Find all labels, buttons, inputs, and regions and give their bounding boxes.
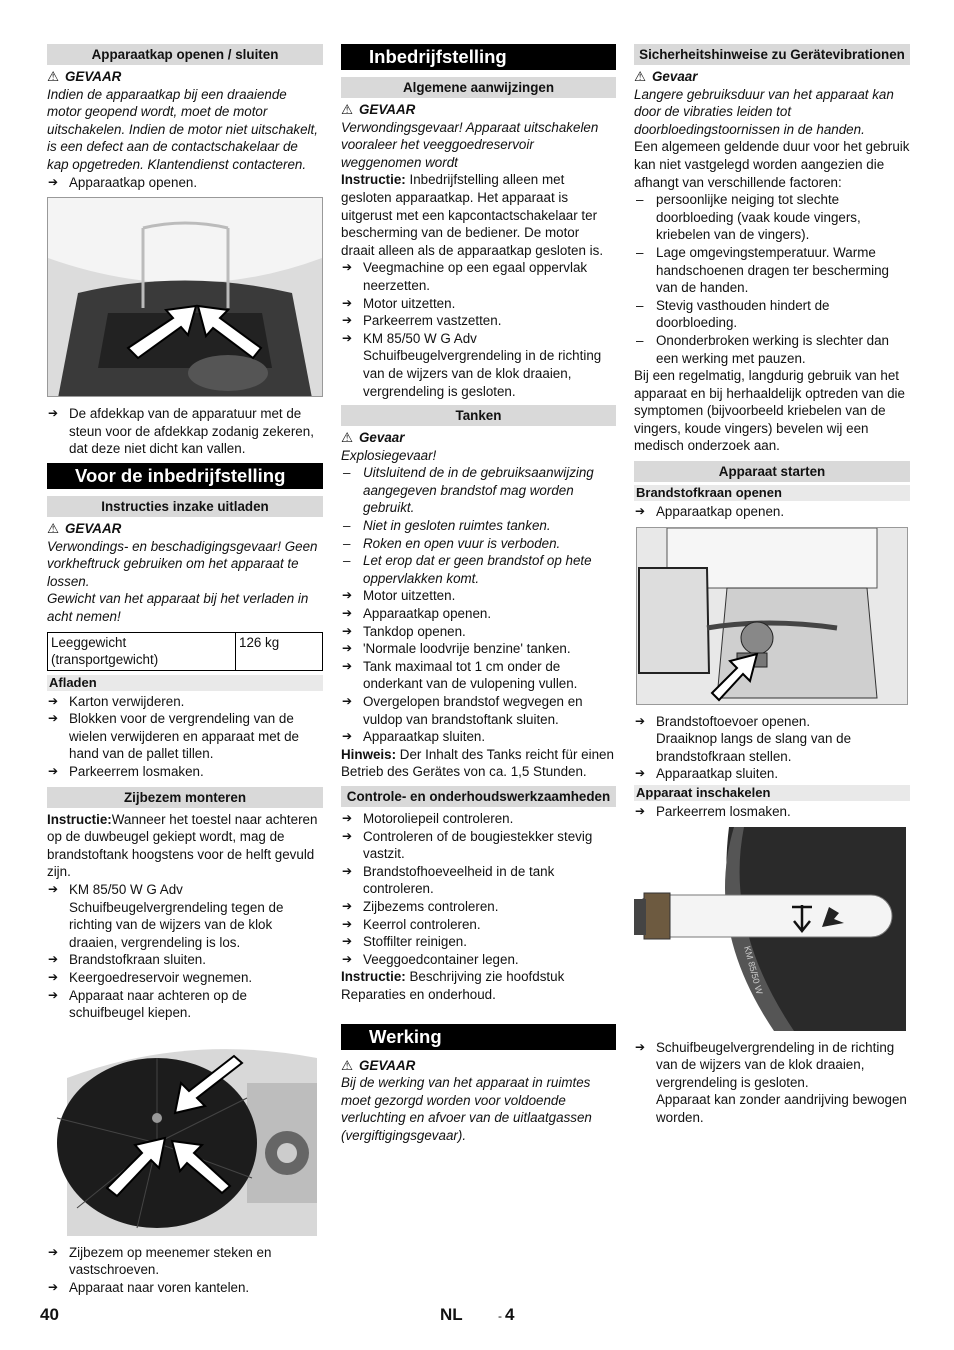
step-item: ➔ Karton verwijderen. [47,693,323,711]
warning-icon: ⚠ [341,1057,354,1073]
step-item: ➔ Tankdop openen. [341,623,616,641]
step-item: ➔ Zijbezem op meenemer steken en vastschroeven. [47,1244,323,1279]
language-code: NL [440,1305,463,1324]
warning-label: ⚠ GEVAAR [47,520,122,536]
list-item: – Lage omgevingstemperatuur. Warme handschoenen dragen ter bescherming van de handen. [634,244,910,297]
step-list [341,587,616,745]
section-title-start: Apparaat starten [634,461,910,482]
spec-table [47,632,323,671]
section-title-hood: Apparaatkap openen / sluiten [47,44,323,65]
step-list [47,1244,323,1297]
warning-icon: ⚠ [47,69,60,84]
step-item: ➔ Motoroliepeil controleren. [341,810,616,828]
step-list [634,503,910,521]
photo-open-hood [47,197,323,397]
step-list [341,259,616,400]
photo-side-broom [47,1038,323,1236]
photo-fuel-tap [636,527,908,705]
step-item: ➔ KM 85/50 W G Adv Schuifbeugelvergrendeling tegen de richting van de wijzers van de klok draaien, vergrendeling is los. [47,881,323,951]
warning-text: Indien de apparaatkap bij een draaiende motor geopend wordt, moet de motor uitschakelen. Indien de motor niet uitschakelt, is een defect aan de contactschakelaar de kap opgetreden. Klantendienst contacteren. [47,86,318,172]
chapter-title-startup: Inbedrijfstelling [341,44,616,70]
instruction-text: Instructie: Beschrijving zie hoofdstuk Reparaties en onderhoud. [341,969,565,1002]
step-item: ➔ Brandstofkraan sluiten. [47,951,323,969]
step-item: ➔ Parkeerrem losmaken. [47,763,323,781]
step-item: ➔ Apparaatkap openen. [341,605,616,623]
section-title-vibrations: Sicherheitshinweise zu Gerätevibrationen [634,44,910,65]
warning-label: ⚠ GEVAAR [341,102,416,117]
photo-label: KM 85/50 W [742,944,765,995]
warning-label: ⚠ Gevaar [634,69,698,84]
column-right [634,44,910,1127]
step-list [47,174,323,192]
list-item: – Niet in gesloten ruimtes tanken. [341,517,616,535]
step-item: ➔ Veeggoedcontainer legen. [341,951,616,969]
warning-label: ⚠ Gevaar [341,430,405,446]
step-item: ➔ Motor uitzetten. [341,295,616,313]
step-item: ➔ Blokken voor de vergrendeling van de wielen verwijderen en apparaat met de hand van de pallet tillen. [47,710,323,763]
step-list [47,405,323,458]
subsection-title-switch-on: Apparaat inschakelen [634,785,910,801]
section-title-unloading: Instructies inzake uitladen [47,496,323,517]
body-text: Bij een regelmatig, langdurig gebruik van het apparaat en bij herhaaldelijk optreden van die symptomen (bijvoorbeeld kriebelen van de vingers, koude vingers) bevelen wij een medisch onderzoek aan. [634,368,905,454]
step-item: ➔ Controleren of de bougiestekker stevig vastzit. [341,828,616,863]
list-item: – Uitsluitend de in de gebruiksaanwijzing aangegeven brandstof mag worden gebruikt. [341,464,616,517]
section-title-side-broom: Zijbezem monteren [47,787,323,808]
warning-text: Verwondingsgevaar! Apparaat uitschakelen vooraleer het veeggoedreservoir weggenomen wordt [341,119,599,170]
step-item: ➔ Overgelopen brandstof wegvegen en vuldop van brandstoftank sluiten. [341,693,616,728]
step-item: ➔ KM 85/50 W G Adv Schuifbeugelvergrendeling in de richting van de wijzers van de klok draaien, vergrendeling is gesloten. [341,330,616,400]
chapter-title-before-start: Voor de inbedrijfstelling [47,463,323,489]
step-item: ➔ Brandstofhoeveelheid in de tank controleren. [341,863,616,898]
warning-icon: ⚠ [341,102,354,117]
step-item: ➔ 'Normale loodvrije benzine' tanken. [341,640,616,658]
warning-text: Verwondings- en beschadigingsgevaar! Geen vorkheftruck gebruiken om het apparaat te lossen. [47,538,318,589]
list-item: – Roken en open vuur is verboden. [341,535,616,553]
dash-list [341,464,616,587]
list-item: – Let erop dat er geen brandstof op hete oppervlakken komt. [341,552,616,587]
step-item: ➔ Parkeerrem vastzetten. [341,312,616,330]
warning-text: Langere gebruiksduur van het apparaat kan door de vibraties leiden tot doorbloedingstoornissen in de handen. [634,86,894,137]
section-title-maintenance: Controle- en onderhoudswerkzaamheden [341,786,616,807]
step-item: ➔ Schuifbeugelvergrendeling in de richting van de wijzers van de klok draaien, vergrendeling is gesloten. Apparaat kan zonder aandrijving bewogen worden. [634,1039,910,1127]
step-item: ➔ Keerrol controleren. [341,916,616,934]
step-item: ➔ Zijbezems controleren. [341,898,616,916]
column-middle [341,44,616,1144]
step-item: ➔ Apparaatkap openen. [634,503,910,521]
subsection-title-fuel-tap: Brandstofkraan openen [634,485,910,501]
list-item: – Ononderbroken werking is slechter dan een werking met pauzen. [634,332,910,367]
warning-icon: ⚠ [47,520,60,536]
section-page-number: - 4 [498,1305,515,1324]
step-item: ➔ Apparaatkap openen. [47,174,323,192]
subsection-title-unload: Afladen [47,675,323,691]
warning-text: Explosiegevaar! [341,447,437,463]
section-title-refuel: Tanken [341,405,616,426]
step-item: ➔ Veegmachine op een egaal oppervlak neerzetten. [341,259,616,294]
step-item: ➔ Apparaatkap sluiten. [341,728,616,746]
step-item: ➔ Stoffilter reinigen. [341,933,616,951]
note-text: Hinweis: Der Inhalt des Tanks reicht für einen Betrieb des Gerätes von ca. 1,5 Stunden. [341,746,614,780]
instruction-text: Instructie:Wanneer het toestel naar achteren op de duwbeugel gekiept wordt, mag de brandstoftank hoogstens voor de helft gevuld zijn. [47,811,318,880]
step-item: ➔ Parkeerrem losmaken. [634,803,910,821]
step-list [341,810,616,968]
step-item: ➔ Apparaatkap sluiten. [634,765,910,783]
step-item: ➔ Brandstoftoevoer openen. Draaiknop langs de slang van de brandstofkraan stellen. [634,713,910,766]
step-list [47,693,323,781]
table-row [48,632,323,670]
warning-icon: ⚠ [634,69,647,84]
list-item: – Stevig vasthouden hindert de doorbloeding. [634,297,910,332]
section-title-general: Algemene aanwijzingen [341,77,616,98]
column-left [47,44,323,1297]
step-list [634,1039,910,1127]
step-item: ➔ Tank maximaal tot 1 cm onder de onderkant van de vulopening vullen. [341,658,616,693]
warning-label: ⚠ GEVAAR [47,69,122,84]
step-item: ➔ Apparaat naar voren kantelen. [47,1279,323,1297]
step-list [634,803,910,821]
step-item: ➔ Apparaat naar achteren op de schuifbeugel kiepen. [47,987,323,1022]
page-number: 40 [40,1305,59,1324]
warning-text: Gewicht van het apparaat bij het verladen in acht nemen! [47,591,309,624]
warning-label: ⚠ GEVAAR [341,1057,416,1073]
spec-value: 126 kg [236,632,323,670]
dash-list [634,191,910,367]
warning-text: Bij de werking van het apparaat in ruimtes moet gezorgd worden voor voldoende verluchting en afvoer van de uitlaatgassen (vergiftigingsgevaar). [341,1075,592,1143]
step-item: ➔ De afdekkap van de apparatuur met de steun voor de afdekkap zodanig zekeren, dat deze niet dicht kan vallen. [47,405,323,458]
chapter-title-operation: Werking [341,1024,616,1050]
spec-label: Leeggewicht (transportgewicht) [48,632,236,670]
warning-icon: ⚠ [341,430,354,446]
photo-push-bar-lock [634,827,910,1031]
step-item: ➔ Motor uitzetten. [341,587,616,605]
list-item: – persoonlijke neiging tot slechte doorbloeding (vaak koude vingers, kriebelen van de vingers). [634,191,910,244]
step-list [47,881,323,1022]
step-item: ➔ Keergoedreservoir wegnemen. [47,969,323,987]
body-text: Een algemeen geldende duur voor het gebruik kan niet vastgelegd worden aangezien die afhangt van verschillende factoren: [634,139,910,190]
step-list [634,713,910,783]
instruction-text: Instructie: Inbedrijfstelling alleen met gesloten apparaatkap. Het apparaat is uitgerust met een kapcontactschakelaar ter bescherming van de bediener. De motor draait alleen als de apparaatkap gesloten is. [341,172,604,258]
